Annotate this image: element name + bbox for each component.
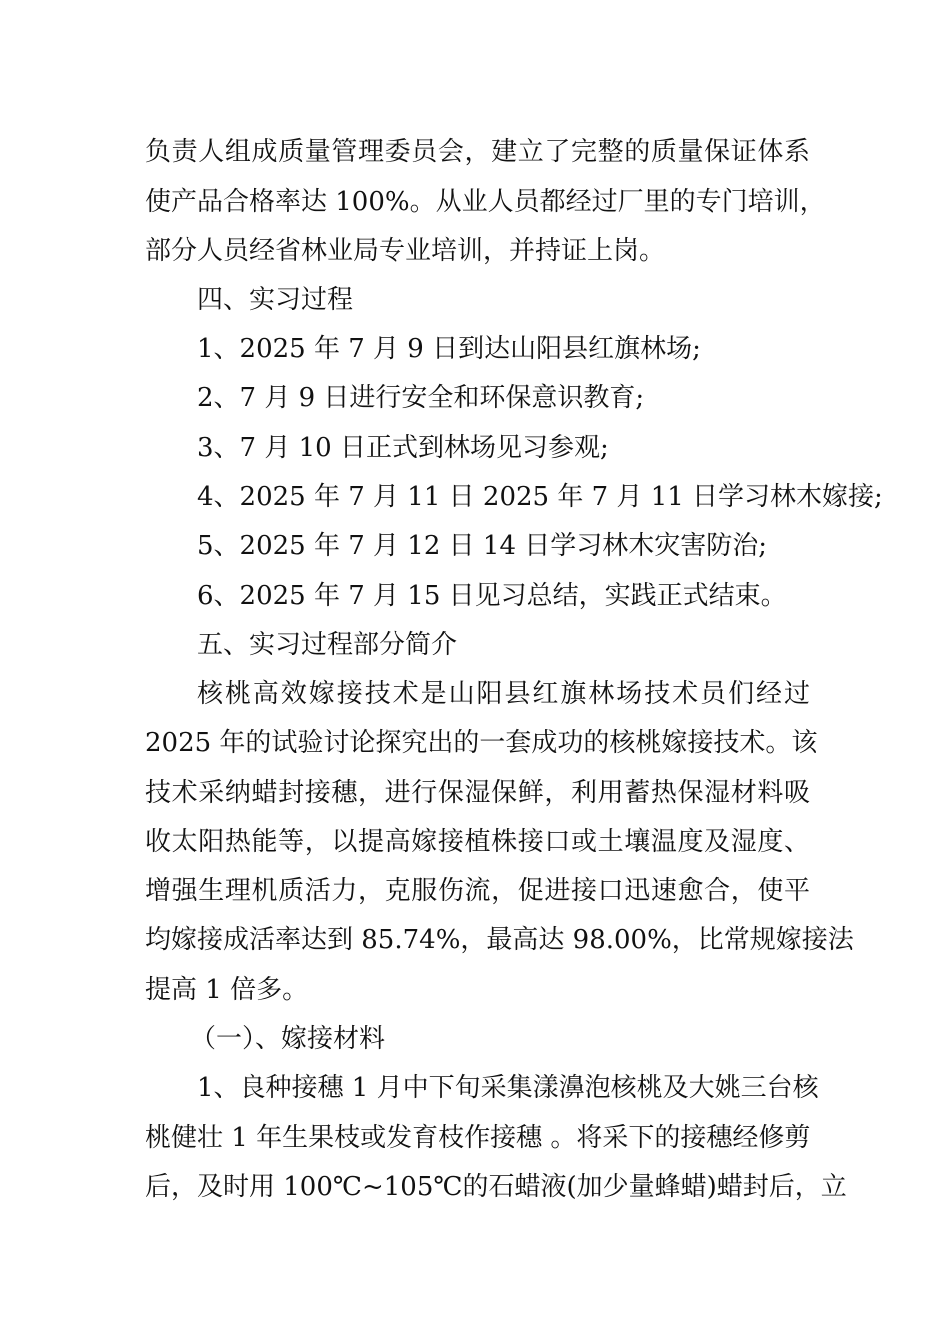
paragraph-line: 技术采纳蜡封接穗，进行保湿保鲜，利用蓄热保湿材料吸 bbox=[145, 778, 810, 808]
paragraph-line: 核桃高效嫁接技术是山阳县红旗林场技术员们经过 bbox=[197, 679, 810, 709]
subsection-heading: （一）、嫁接材料 bbox=[190, 1024, 386, 1054]
paragraph-line: 使产品合格率达 100%。从业人员都经过厂里的专门培训， bbox=[145, 187, 826, 217]
paragraph-line: 收太阳热能等，以提高嫁接植株接口或土壤温度及湿度、 bbox=[145, 827, 810, 857]
section-heading: 四、实习过程 bbox=[197, 285, 354, 315]
paragraph-line: 增强生理机质活力，克服伤流，促进接口迅速愈合，使平 bbox=[145, 876, 810, 906]
paragraph-line: 负责人组成质量管理委员会，建立了完整的质量保证体系 bbox=[145, 137, 810, 167]
list-item: 6、2025 年 7 月 15 日见习总结，实践正式结束。 bbox=[197, 581, 787, 611]
paragraph-line: 均嫁接成活率达到 85.74%，最高达 98.00%，比常规嫁接法 bbox=[145, 925, 854, 955]
paragraph-line: 2025 年的试验讨论探究出的一套成功的核桃嫁接技术。该 bbox=[145, 728, 818, 758]
section-heading: 五、实习过程部分简介 bbox=[197, 630, 458, 660]
paragraph-line: 1、良种接穗 1 月中下旬采集漾濞泡核桃及大姚三台核 bbox=[197, 1073, 819, 1103]
list-item: 2、7 月 9 日进行安全和环保意识教育; bbox=[197, 383, 645, 413]
list-item: 4、2025 年 7 月 11 日 2025 年 7 月 11 日学习林木嫁接; bbox=[197, 482, 883, 512]
paragraph-line: 部分人员经省林业局专业培训，并持证上岗。 bbox=[145, 236, 666, 266]
paragraph-line: 后，及时用 100℃~105℃的石蜡液(加少量蜂蜡)蜡封后，立 bbox=[145, 1172, 847, 1202]
list-item: 5、2025 年 7 月 12 日 14 日学习林木灾害防治; bbox=[197, 531, 768, 561]
list-item: 1、2025 年 7 月 9 日到达山阳县红旗林场; bbox=[197, 334, 701, 364]
paragraph-line: 桃健壮 1 年生果枝或发育枝作接穗 。将采下的接穗经修剪 bbox=[145, 1123, 811, 1153]
paragraph-line: 提高 1 倍多。 bbox=[145, 975, 309, 1005]
list-item: 3、7 月 10 日正式到林场见习参观; bbox=[197, 433, 609, 463]
